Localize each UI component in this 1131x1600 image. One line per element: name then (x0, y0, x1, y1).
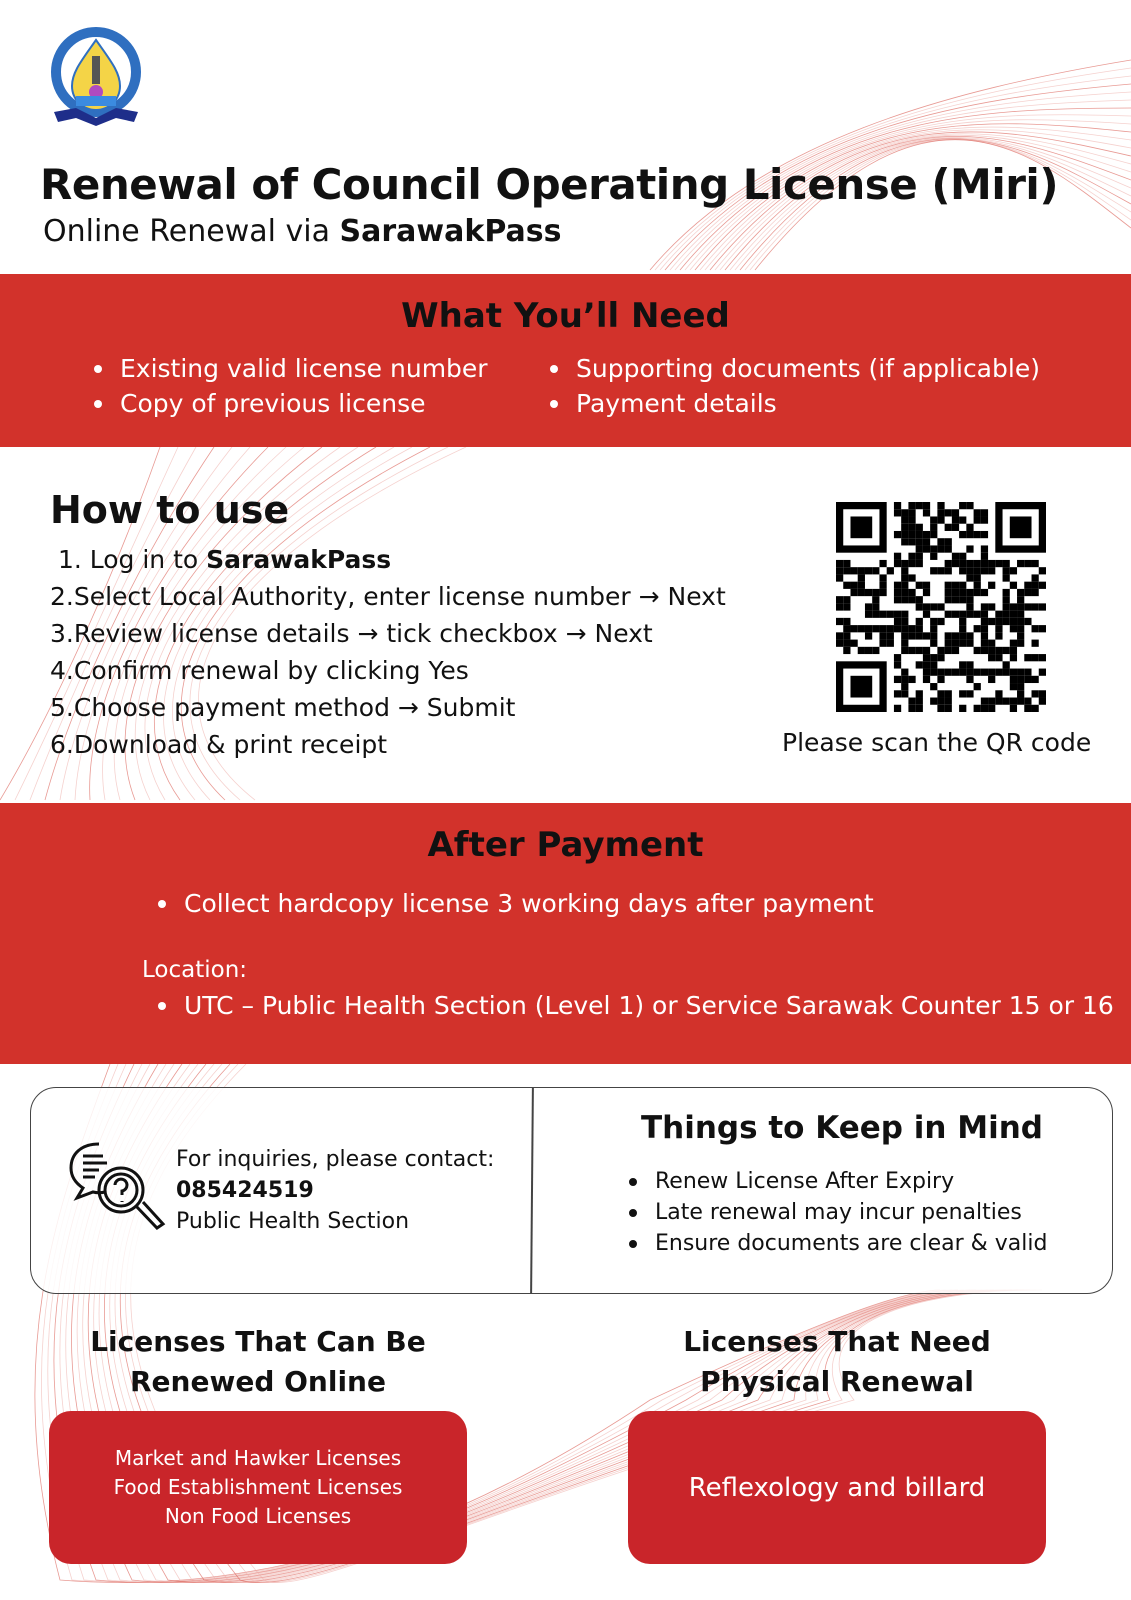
page-title: Renewal of Council Operating License (Miri) (40, 160, 1059, 209)
keep-item: Late renewal may incur penalties (627, 1197, 1047, 1228)
license-item: Non Food Licenses (164, 1504, 352, 1528)
online-licenses-box (49, 1411, 467, 1564)
physical-licenses-box (628, 1411, 1046, 1564)
section-title: What You’ll Need (401, 296, 730, 336)
step: 4.Confirm renewal by clicking Yes (50, 656, 469, 685)
after-payment-section (0, 803, 1131, 1064)
step: 6.Download & print receipt (50, 730, 388, 759)
how-to-use-title: How to use (50, 488, 290, 532)
step: 2.Select Local Authority, enter license number → Next (50, 582, 726, 611)
physical-licenses-title: Licenses That Need Physical Renewal (683, 1325, 991, 1398)
step: 3.Review license details → tick checkbox → Next (50, 619, 653, 648)
steps-list (50, 541, 726, 763)
need-item: Supporting documents (if applicable) (548, 351, 1040, 386)
section-title: After Payment (427, 825, 704, 865)
inquiry-magnifier-icon (69, 1140, 169, 1238)
contact-label: For inquiries, please contact: (176, 1147, 495, 1172)
step: 5.Choose payment method → Submit (50, 693, 516, 722)
keep-in-mind-title: Things to Keep in Mind (641, 1110, 1043, 1146)
need-item: Payment details (548, 386, 1040, 421)
online-licenses-title: Licenses That Can Be Renewed Online (90, 1325, 426, 1398)
divider (530, 1088, 533, 1293)
after-item: Collect hardcopy license 3 working days after payment (156, 889, 874, 918)
need-item: Copy of previous license (92, 386, 488, 421)
miri-city-council-logo (46, 26, 146, 126)
location-label: Location: (142, 957, 248, 983)
info-box (30, 1087, 1113, 1294)
subtitle-text: Online Renewal via (43, 214, 340, 249)
license-item: Reflexology and billard (688, 1472, 986, 1503)
license-item: Food Establishment Licenses (113, 1475, 403, 1499)
what-you-need-section (0, 274, 1131, 447)
step: 1. Log in to SarawakPass (57, 545, 392, 574)
need-item: Existing valid license number (92, 351, 488, 386)
contact-info (176, 1144, 494, 1237)
keep-item: Ensure documents are clear & valid (627, 1228, 1047, 1259)
license-item: Market and Hawker Licenses (114, 1446, 402, 1470)
contact-department: Public Health Section (176, 1209, 410, 1234)
keep-item: Renew License After Expiry (627, 1166, 1047, 1197)
qr-caption: Please scan the QR code (782, 728, 1092, 757)
qr-code[interactable] (836, 502, 1046, 712)
location-item: UTC – Public Health Section (Level 1) or Service Sarawak Counter 15 or 16 (156, 991, 1114, 1020)
contact-phone[interactable]: 085424519 (176, 1178, 314, 1203)
page-subtitle (43, 214, 561, 249)
subtitle-brand: SarawakPass (339, 214, 562, 249)
